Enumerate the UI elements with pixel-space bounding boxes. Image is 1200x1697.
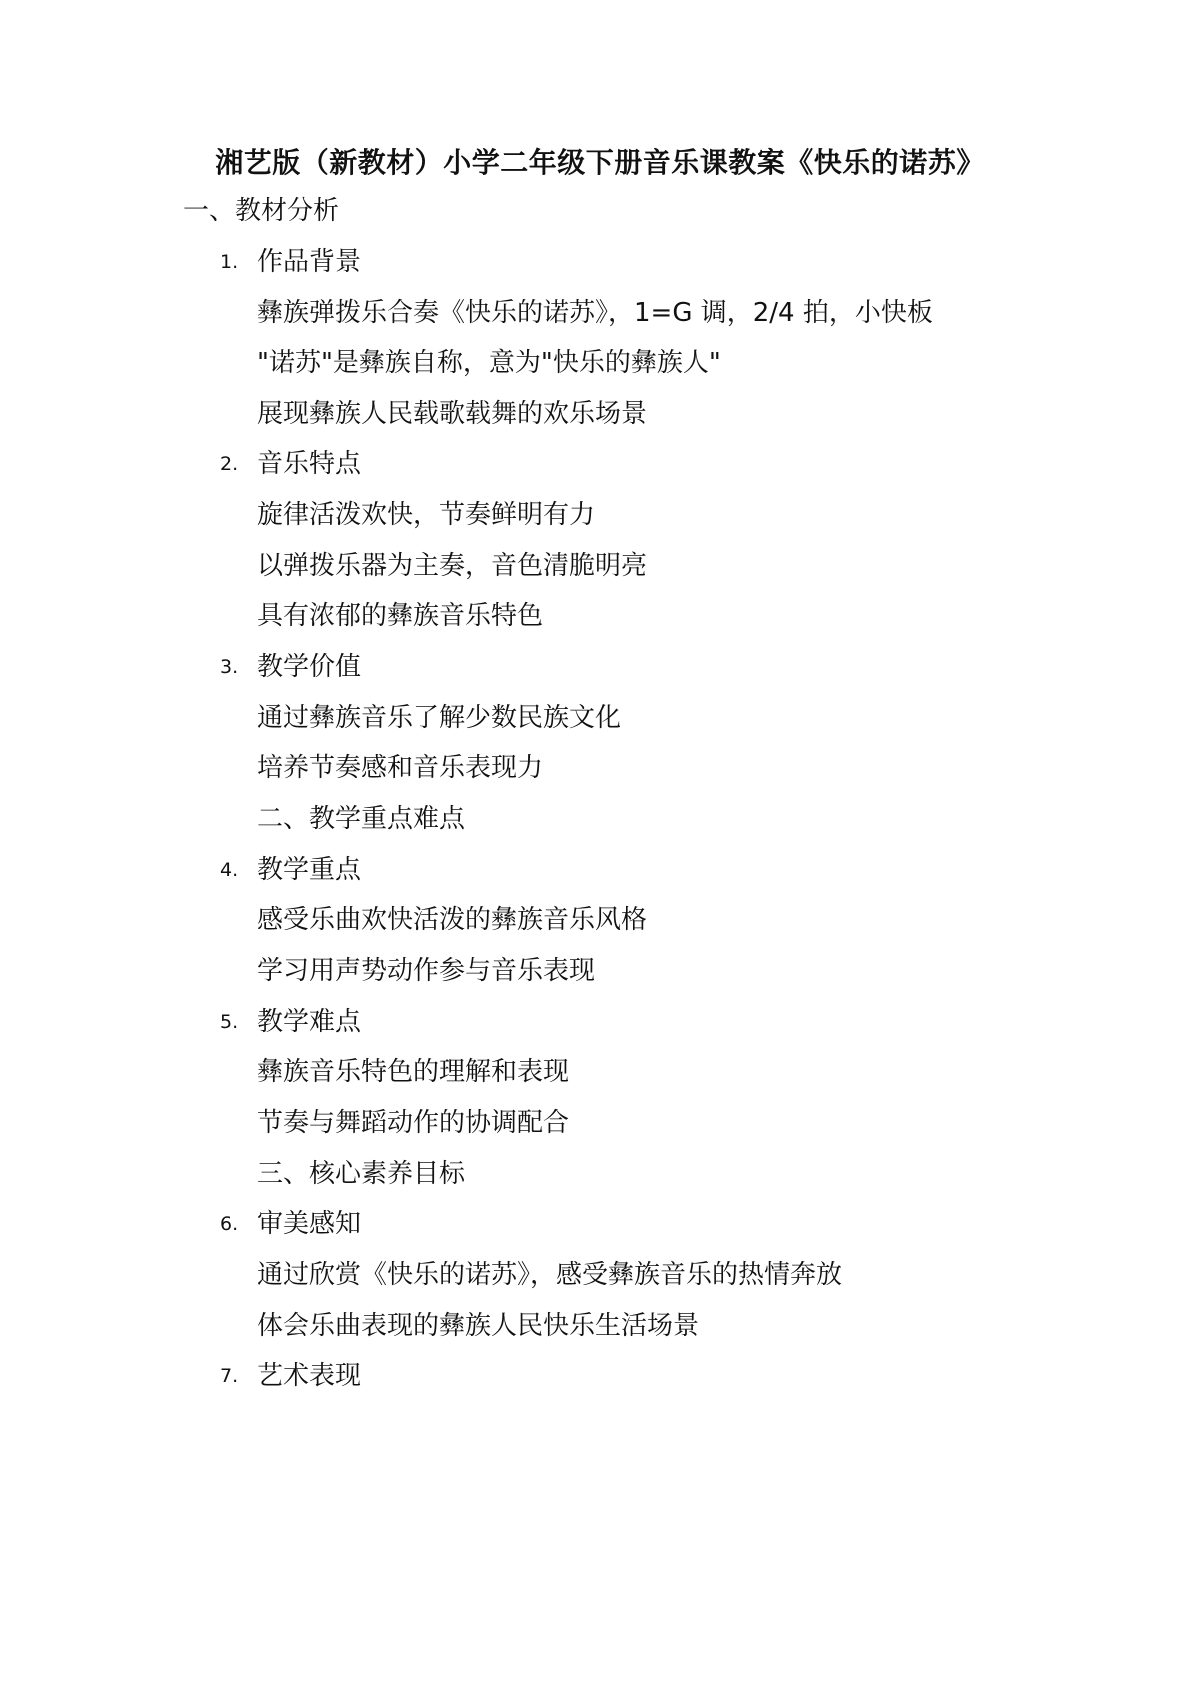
body-line: 学习用声势动作参与音乐表现 [257, 956, 596, 986]
item-number: 3. [220, 656, 239, 678]
section-heading-3: 三、核心素养目标 [257, 1159, 466, 1189]
item-label: 教学价值 [257, 652, 362, 682]
body-line: 旋律活泼欢快，节奏鲜明有力 [257, 500, 596, 530]
section-heading-1: 一、教材分析 [183, 196, 340, 226]
body-line: "诺苏"是彝族自称，意为"快乐的彝族人" [257, 348, 721, 378]
item-label: 教学难点 [257, 1007, 362, 1037]
item-label: 音乐特点 [257, 449, 362, 479]
item-label: 艺术表现 [257, 1361, 362, 1391]
body-line: 通过彝族音乐了解少数民族文化 [257, 703, 622, 733]
body-line: 彝族弹拨乐合奏《快乐的诺苏》，1=G 调，2/4 拍，小快板 [257, 298, 933, 328]
body-line: 通过欣赏《快乐的诺苏》，感受彝族音乐的热情奔放 [257, 1260, 843, 1290]
item-number: 5. [220, 1011, 239, 1033]
item-number: 7. [220, 1365, 239, 1387]
body-line: 具有浓郁的彝族音乐特色 [257, 601, 544, 631]
body-line: 感受乐曲欢快活泼的彝族音乐风格 [257, 905, 648, 935]
item-label: 审美感知 [257, 1209, 362, 1239]
body-line: 培养节奏感和音乐表现力 [257, 753, 544, 783]
item-number: 1. [220, 251, 239, 273]
item-label: 教学重点 [257, 855, 362, 885]
body-line: 体会乐曲表现的彝族人民快乐生活场景 [257, 1311, 700, 1341]
body-line: 以弹拨乐器为主奏，音色清脆明亮 [257, 551, 648, 581]
section-heading-2: 二、教学重点难点 [257, 804, 466, 834]
document-title: 湘艺版（新教材）小学二年级下册音乐课教案《快乐的诺苏》 [215, 146, 985, 179]
body-line: 彝族音乐特色的理解和表现 [257, 1057, 570, 1087]
body-line: 展现彝族人民载歌载舞的欢乐场景 [257, 399, 648, 429]
item-label: 作品背景 [257, 247, 362, 277]
item-number: 6. [220, 1213, 239, 1235]
item-number: 4. [220, 859, 239, 881]
body-line: 节奏与舞蹈动作的协调配合 [257, 1108, 570, 1138]
item-number: 2. [220, 453, 239, 475]
